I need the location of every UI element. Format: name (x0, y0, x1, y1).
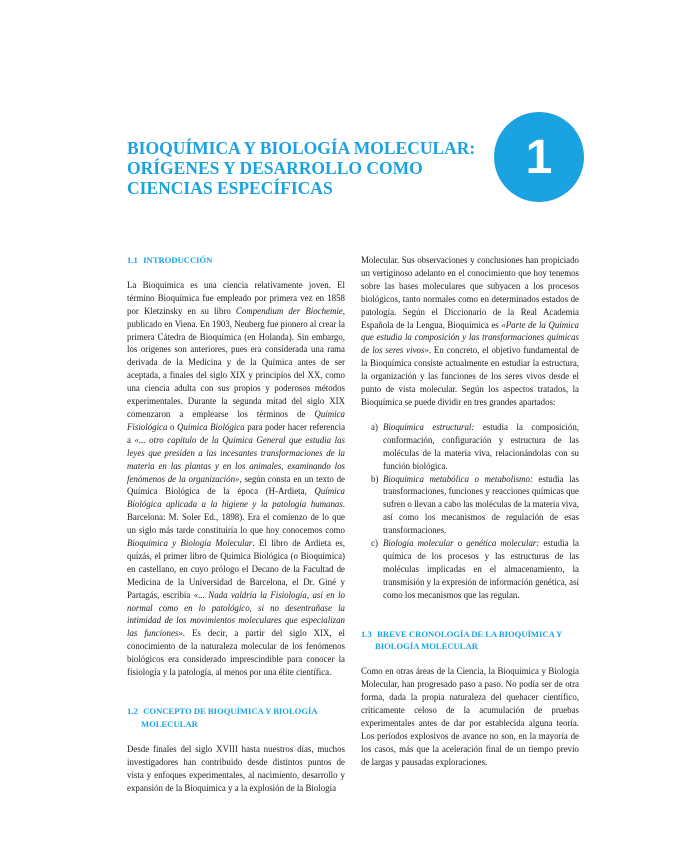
chapter-title-line-3: CIENCIAS ESPECÍFICAS (127, 178, 333, 198)
list-term: Biología molecular o genética molecular: (383, 538, 540, 549)
section-number: 1.1 (127, 255, 138, 265)
list-text: estudia las transformaciones, funciones y reacciones químicas que sufren o llevan a cabo las moléculas de la materia viva, así como los mecanismos de regulación de esas transformaciones. (383, 473, 579, 536)
list-marker: b) (371, 473, 379, 484)
concept-paragraph: Desde finales del siglo XVIII hasta nuestros días, muchos investigadores han contribuido desde distintos puntos de vista y enfoques experimentales, al nacimiento, desarrollo y expansión de la Bioquímica y a la explosión de la Biología (127, 743, 345, 793)
intro-paragraph: La Bioquímica es una ciencia relativamente joven. El término Bioquímica fue empleado por primera vez en 1858 por Kletzinsky en su libro Compendium der Biochemie, publicado en Viena. En 1903, Neuberg fue pionero al crear la primera Cátedra de Bioquímica (en Holanda). Sin embargo, los orígenes son anteriores, pues era considerada una rama derivada de la Medicina y de la Química antes de ser aceptada, a finales del siglo XIX y principios del XX, como una ciencia adulta con sus propios y poderosos métodos experimentales. Durante la segunda mitad del siglo XIX comenzaron a emplearse los términos de Química Fisiológica o Química Biológica para poder hacer referencia a «... otro capítulo de la Química General que estudia las leyes que presiden a las incesantes transformaciones de la materia en las plantas y en los animales, examinando los fenómenos de la organización», según consta en un texto de Química Biológica de la época (H-Ardieta, Química Biológica aplicada a la higiene y la patología humanas. Barcelona: M. Soler Ed., 1898). Era el comienzo de lo que un siglo más tarde constituiría lo que hoy conocemos como Bioquímica y Biología Molecular. El libro de Ardieta es, quizás, el primer libro de Química Biológica (o Bioquímica) en castellano, en cuyo prólogo el Decano de la Facultad de Medicina de la Universidad de Barcelona, el Dr. Giné y Partagás, escribía «... Nada valdría la Fisiología, así en lo normal como en lo patológico, si no desentrañase la intimidad de los movimientos moleculares que especializan las funciones». Es decir, a partir del siglo XIX, el conocimiento de la naturaleza molecular de los fenómenos biológicos era considerado imprescindible para conocer la fisiología y la patología, al menos por una élite científica. (127, 279, 346, 678)
section-heading-concepto (127, 705, 345, 731)
list-item (361, 473, 579, 538)
chronology-paragraph: Como en otras áreas de la Ciencia, la Bioquímica y Biología Molecular, han progresado paso a paso. No podía ser de otra forma, dada la propia naturaleza del quehacer científico, críticamente celoso de la acumulación de pruebas experimentales antes de dar por establecida alguna teoría. Los períodos explosivos de avance no son, en la mayoría de los casos, más que la aceleración final de un tiempo previo de largas y pausadas exploraciones. (361, 666, 579, 767)
list-term: Bioquímica metabólica o metabolismo: (383, 473, 533, 484)
section-number: 1.2 (127, 706, 138, 716)
chapter-number-badge: 1 (494, 112, 584, 202)
section-title-a: BREVE CRONOLOGÍA DE LA BIOQUÍMICA Y (377, 628, 563, 639)
list-item (361, 421, 579, 473)
chapter-title-line-1: BIOQUÍMICA Y BIOLOGÍA MOLECULAR: (127, 138, 476, 158)
list-item (361, 537, 579, 602)
list-marker: a) (371, 421, 378, 432)
list-marker: c) (371, 538, 378, 549)
section-heading-introduccion (127, 254, 345, 267)
chapter-title (127, 138, 477, 198)
right-column (361, 254, 579, 769)
list-text: estudia la composición, conformación, configuración y estructura de las moléculas de la materia viva, relacionándolas con su función biológica. (383, 421, 579, 471)
section-heading-cronologia (361, 628, 579, 654)
section-number: 1.3 (361, 628, 372, 639)
section-title: INTRODUCCIÓN (143, 255, 213, 265)
chapter-title-line-2: ORÍGENES Y DESARROLLO COMO (127, 158, 423, 178)
left-column (127, 254, 345, 794)
section-title-b: BIOLOGÍA MOLECULAR (375, 641, 478, 652)
section-title-b: MOLECULAR (141, 718, 198, 729)
list-text: estudia la química de los procesos y las estructuras de las moléculas implicadas en el almacenamiento, la transmisión y la expresión de información genética, así como los mecanismos que las regulan. (383, 538, 579, 600)
list-term: Bioquímica estructural: (383, 421, 475, 432)
concept-continued-paragraph: Molecular. Sus observaciones y conclusiones han propiciado un vertiginoso adelanto en el conocimiento que hoy tenemos sobre las bases moleculares que subyacen a los procesos biológicos, tanto normales como en determinados estados de patología. Según el Diccionario de la Real Academia Española de la Lengua, Bioquímica es «Parte de la Química que estudia la composición y las transformaciones químicas de los seres vivos». En concreto, el objetivo fundamental de la Bioquímica consiste actualmente en estudiar la estructura, la organización y las funciones de los seres vivos desde el punto de vista molecular. Según los aspectos tratados, la Bioquímica se puede dividir en tres grandes apartados: (361, 255, 579, 407)
section-title-a: CONCEPTO DE BIOQUÍMICA Y BIOLOGÍA (143, 706, 318, 716)
subdivision-list (361, 421, 579, 602)
